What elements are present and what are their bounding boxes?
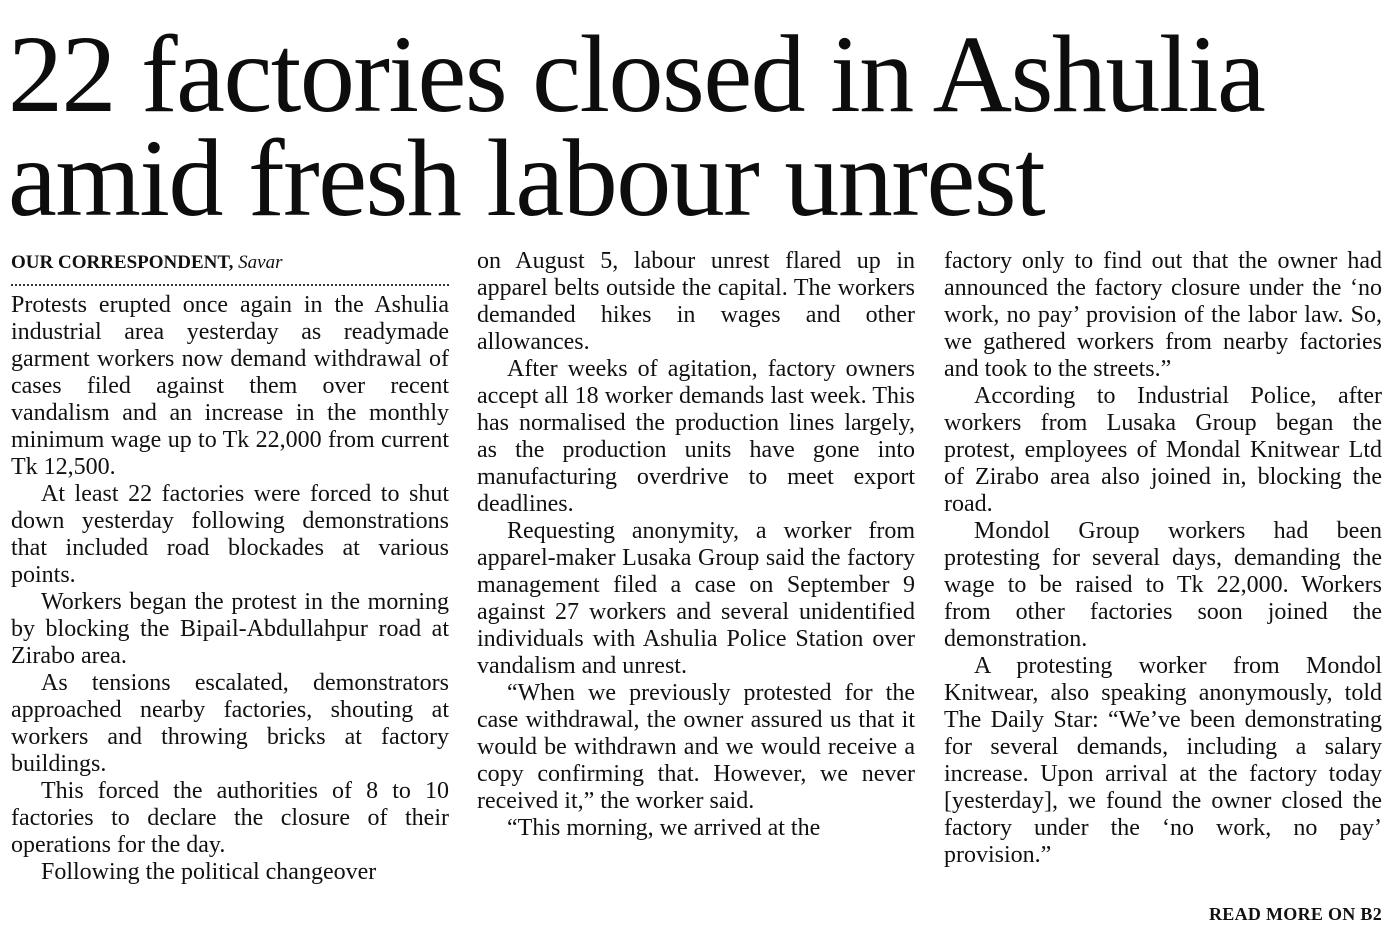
paragraph: This forced the authorities of 8 to 10 factories to declare the closure of their operations for the day. — [11, 778, 449, 858]
paragraph: Workers began the protest in the morning by blocking the Bipail-Abdullahpur road at Zirabo area. — [11, 589, 449, 669]
paragraph: “When we previously protested for the case withdrawal, the owner assured us that it would be withdrawn and we would receive a copy confirming that. However, we never received it,” the worker said. — [477, 680, 915, 814]
paragraph: “This morning, we arrived at the — [507, 815, 821, 841]
paragraph: According to Industrial Police, after workers from Lusaka Group began the protest, employees of Mondal Knitwear Ltd of Zirabo area also joined in, blocking the road. — [944, 383, 1382, 517]
headline-line-2: amid fresh labour unrest — [8, 117, 1045, 239]
headline-line-1: 22 factories closed in Ashulia — [8, 13, 1265, 135]
paragraph: factory only to find out that the owner had announced the factory closure under the ‘no work, no pay’ provision of the labor law. So, we gathered workers from nearby factories and took to the streets.” — [944, 248, 1382, 382]
paragraph: At least 22 factories were forced to shut down yesterday following demonstrations that included road blockades at various points. — [11, 481, 449, 588]
paragraph: on August 5, labour unrest flared up in apparel belts outside the capital. The workers demanded hikes in wages and other allowances. — [477, 248, 915, 355]
article-column-2 — [477, 248, 915, 842]
byline-location: Savar — [238, 252, 283, 273]
paragraph: Requesting anonymity, a worker from apparel-maker Lusaka Group said the factory management filed a case on September 9 against 27 workers and several unidentified individuals with Ashulia Police Station over vandalism and unrest. — [477, 518, 915, 679]
byline-author: OUR CORRESPONDENT, — [11, 252, 234, 273]
article-column-1 — [11, 248, 449, 886]
paragraph: Protests erupted once again in the Ashulia industrial area yesterday as readymade garment workers now demand withdrawal of cases filed against them over recent vandalism and an increase in the monthly minimum wage up to Tk 22,000 from current Tk 12,500. — [11, 292, 449, 480]
paragraph: Following the political changeover — [41, 859, 377, 885]
article-column-3 — [944, 248, 1382, 869]
paragraph: Mondol Group workers had been protesting for several days, demanding the wage to be raised to Tk 22,000. Workers from other factories soon joined the demonstration. — [944, 518, 1382, 652]
read-more-link[interactable]: READ MORE ON B2 — [1208, 904, 1382, 924]
paragraph: After weeks of agitation, factory owners accept all 18 worker demands last week. This has normalised the production lines largely, as the production units have gone into manufacturing overdrive to meet export deadlines. — [477, 356, 915, 517]
paragraph: A protesting worker from Mondol Knitwear, also speaking anonymously, told The Daily Star: “We’ve been demonstrating for several demands, including a salary increase. Upon arrival at the factory today [yesterday], we found the owner closed the factory under the ‘no work, no pay’ provision.” — [944, 653, 1382, 868]
headline — [8, 13, 1388, 239]
byline — [11, 248, 449, 286]
paragraph: As tensions escalated, demonstrators approached nearby factories, shouting at workers and throwing bricks at factory buildings. — [11, 670, 449, 777]
